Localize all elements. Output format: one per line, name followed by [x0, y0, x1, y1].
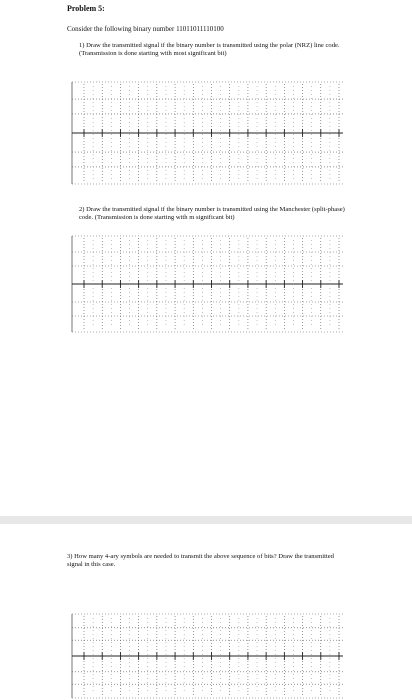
answer-grid-1: [70, 80, 345, 186]
problem-title: Problem 5:: [67, 4, 105, 13]
answer-grid-3: [70, 612, 345, 700]
question-2: 2) Draw the transmitted signal if the binary number is transmitted using the Manchester (split-phase) code. (Transmission is done starting with m significant bit): [79, 206, 345, 221]
problem-intro: Consider the following binary number 11011011110100: [67, 25, 224, 33]
question-3: 3) How many 4-ary symbols are needed to transmit the above sequence of bits? Draw the transmitted signal in this case.: [67, 553, 334, 568]
answer-grid-2: [70, 234, 345, 334]
question-1: 1) Draw the transmitted signal if the binary number is transmitted using the polar (NRZ) line code. (Transmission is done starting with most significant bit): [79, 42, 340, 57]
document-page-2: [0, 524, 412, 700]
